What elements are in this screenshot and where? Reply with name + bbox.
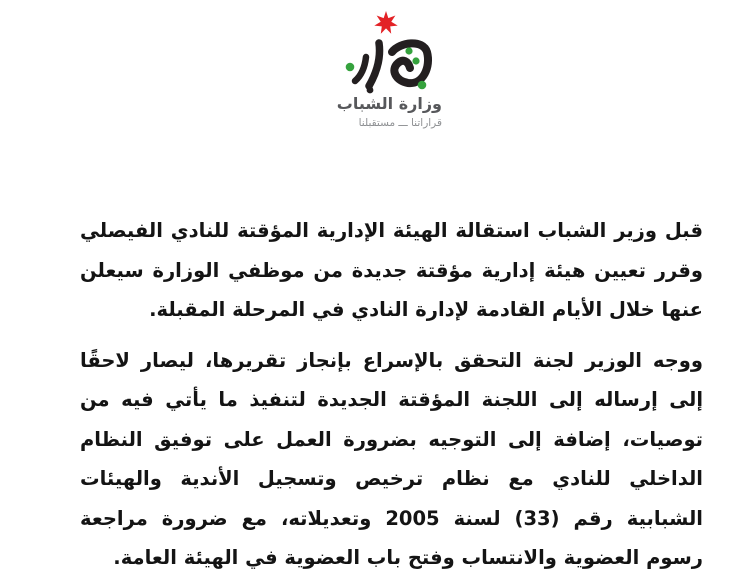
calligraphy-black-dot	[367, 87, 374, 94]
paragraph-1: قبل وزير الشباب استقالة الهيئة الإدارية المؤقتة للنادي الفيصلي وقرر تعيين هيئة إدارية مؤقتة جديدة من موظفي الوزارة سيعلن عنها خلال الأيام القادمة لإدارة النادي في المرحلة المقبلة.	[80, 219, 703, 321]
ministry-tagline: قراراتنا ـــ مستقبلنا	[358, 117, 442, 129]
ministry-logo-mark	[326, 6, 446, 98]
paragraph-2: ووجه الوزير لجنة التحقق بالإسراع بإنجاز تقريرها، ليصار لاحقًا إلى إرساله إلى اللجنة المؤقتة الجديدة لتنفيذ ما يأتي فيه من توصيات، إضافة إلى التوجيه بضرورة العمل على توفيق النظام الداخلي للنادي مع نظام ترخيص وتسجيل الأندية والهيئات الشبابية رقم (33) لسنة 2005 وتعديلاته، مع ضرورة مراجعة رسوم العضوية والانتساب وفتح باب العضوية في الهيئة العامة.	[80, 348, 703, 569]
article-text	[80, 211, 703, 578]
jordan-star-icon	[374, 11, 397, 34]
youth-calligraphy-icon	[355, 43, 428, 86]
ministry-name: وزارة الشباب	[336, 94, 442, 113]
